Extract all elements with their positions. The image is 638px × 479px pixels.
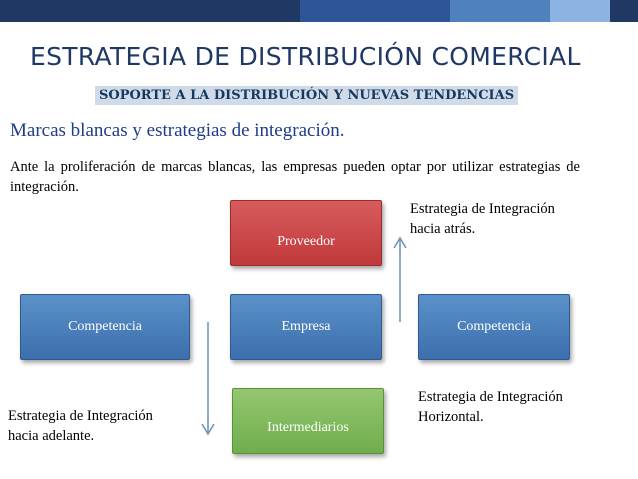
intermediarios-box — [232, 388, 384, 454]
proveedor-box — [230, 200, 382, 266]
section-title: Marcas blancas y estrategias de integración. — [10, 120, 345, 141]
note-hacia-atras — [410, 199, 555, 239]
competencia-right-label: Competencia — [457, 319, 531, 334]
intermediarios-label: Intermediarios — [267, 420, 349, 435]
slide-subtitle: SOPORTE A LA DISTRIBUCIÓN Y NUEVAS TENDENCIAS — [95, 86, 518, 105]
note-line: hacia adelante. — [8, 428, 95, 444]
empresa-label: Empresa — [281, 319, 331, 334]
slide-title: ESTRATEGIA DE DISTRIBUCIÓN COMERCIAL — [30, 42, 581, 71]
note-horizontal — [418, 387, 563, 427]
note-line: Estrategia de Integración — [410, 201, 555, 217]
empresa-box — [230, 294, 382, 360]
competencia-right-box — [418, 294, 570, 360]
competencia-left-label: Competencia — [68, 319, 142, 334]
intro-text: Ante la proliferación de marcas blancas, las empresas pueden optar por utilizar estrategias de integración. — [10, 159, 580, 195]
note-hacia-adelante — [8, 406, 153, 446]
note-line: Estrategia de Integración — [418, 389, 563, 405]
proveedor-label: Proveedor — [277, 234, 335, 249]
note-line: Estrategia de Integración — [8, 408, 153, 424]
note-line: hacia atrás. — [410, 221, 476, 237]
competencia-left-box — [20, 294, 190, 360]
note-line: Horizontal. — [418, 409, 484, 425]
